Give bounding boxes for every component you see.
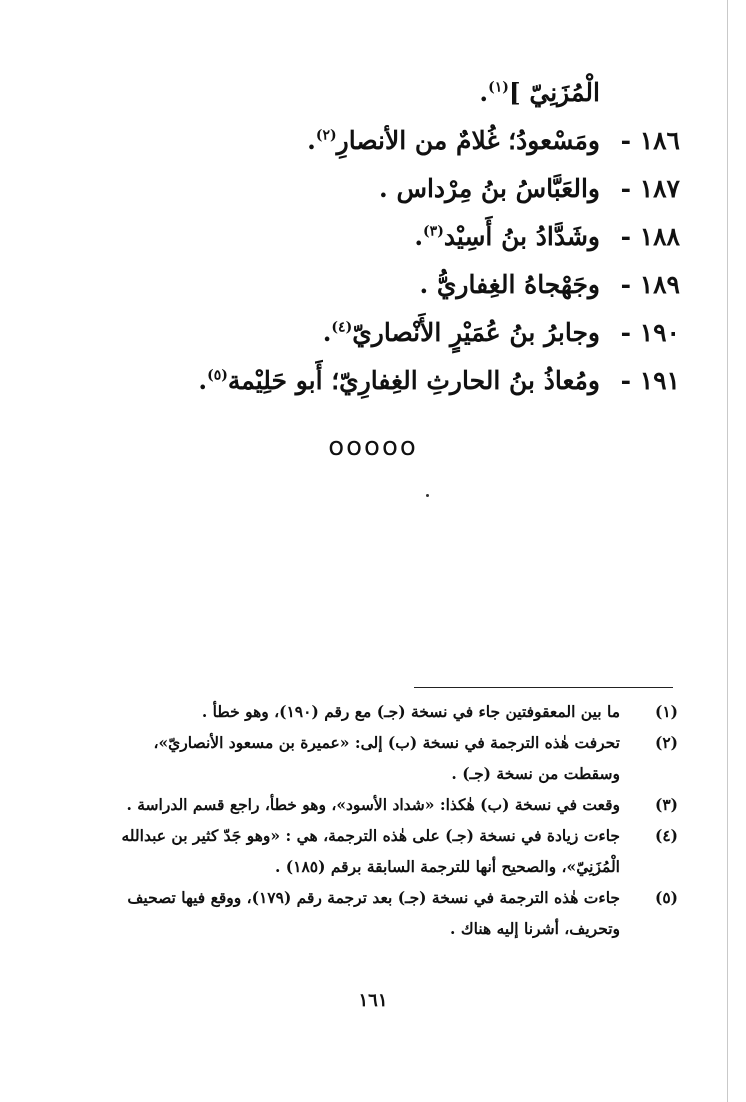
- footnote-text: ما بين المعقوفتين جاء في نسخة (جـ) مع رقم (١٩٠)، وهو خطأ .: [201, 702, 620, 721]
- footnote-ref: (١): [488, 79, 509, 96]
- gutter-line: [727, 0, 728, 1102]
- footnote-2: [68, 727, 678, 789]
- entry-text: وجَهْجاهُ الغِفاريُّ .: [419, 270, 600, 299]
- footnote-number: (٤): [654, 826, 678, 845]
- footnote-number: (٢): [654, 733, 678, 752]
- entry-text: وجابرُ بنُ عُمَيْرٍ الأَنْصاريّ$^{(٤)}$.: [322, 318, 600, 347]
- entry-list: [120, 78, 680, 414]
- entry-text: ومَسْعودُ؛ غُلامٌ من الأنصارِ$^{(٢)}$.: [307, 126, 600, 155]
- footnote-text: تحرفت هٰذه الترجمة في نسخة (ب) إلى: «عميرة بن مسعود الأنصاريّ»، وسقطت من نسخة (جـ) .: [153, 733, 620, 783]
- entry-text: ومُعاذُ بنُ الحارثِ الغِفارِيّ؛ أَبو حَلِيْمة$^{(٥)}$.: [198, 366, 600, 395]
- entry-186: [120, 126, 680, 174]
- entry-189: [120, 270, 680, 318]
- entry-187: [120, 174, 680, 222]
- footnote-text: وقعت في نسخة (ب) هٰكذا: «شداد الأسود»، وهو خطأ، راجع قسم الدراسة .: [126, 795, 620, 814]
- entry-number: ١٩٠ -: [620, 318, 680, 347]
- footnote-5: [68, 882, 678, 944]
- footnote-ref: (٤): [331, 319, 353, 336]
- footnote-ref: (٣): [423, 223, 444, 240]
- footnote-number: (٥): [654, 888, 678, 907]
- footnote-ref: (٥): [207, 367, 228, 384]
- footnote-number: (١): [654, 702, 678, 721]
- footnote-list: [68, 696, 678, 944]
- entry-number: ١٨٨ -: [620, 222, 680, 251]
- entry-188: [120, 222, 680, 270]
- entry-number: ١٨٧ -: [620, 174, 680, 203]
- footnote-ref: (٢): [315, 127, 337, 144]
- entry-number: ١٨٦ -: [620, 126, 680, 155]
- entry-text: والعَبَّاسُ بنُ مِرْداس .: [379, 174, 600, 203]
- entry-191: [120, 366, 680, 414]
- section-separator: ooooo: [328, 432, 418, 462]
- entry-text: الْمُزَنِيّ ]$^{(١)}$.: [479, 78, 600, 107]
- entry-text: وشَدَّادُ بنُ أَسِيْد$^{(٣)}$.: [414, 222, 600, 251]
- footnote-3: [68, 789, 678, 820]
- footnote-number: (٣): [654, 795, 678, 814]
- footnote-text: جاءت زيادة في نسخة (جـ) على هٰذه الترجمة، هي : «وهو جَدّ كثير بن عبدالله الْمُزَنِيّ»، والصحيح أنها للترجمة السابقة برقم (١٨٥) .: [121, 826, 620, 876]
- footnote-1: [68, 696, 678, 727]
- entry-continuation: [120, 78, 680, 126]
- entry-number: ١٩١ -: [620, 366, 680, 395]
- footnote-text: جاءت هٰذه الترجمة في نسخة (جـ) بعد ترجمة رقم (١٧٩)، ووقع فيها تصحيف وتحريف، أشرنا إليه هناك .: [127, 888, 620, 938]
- entry-number: ١٨٩ -: [620, 270, 680, 299]
- footnote-divider: [414, 687, 673, 688]
- footnote-4: [68, 820, 678, 882]
- entry-190: [120, 318, 680, 366]
- ink-dot: [426, 494, 429, 497]
- page-number: ١٦١: [358, 990, 388, 1011]
